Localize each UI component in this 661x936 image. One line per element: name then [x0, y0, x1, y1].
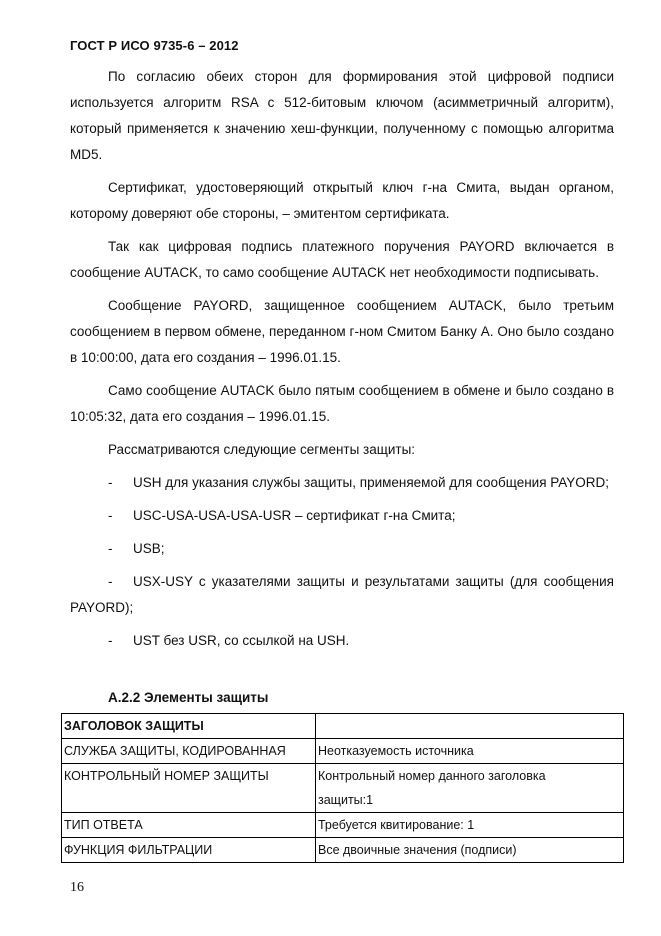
- table-cell-value: [316, 764, 624, 813]
- table-cell-value: Все двоичные значения (подписи): [316, 838, 624, 863]
- table-row: [62, 739, 624, 764]
- list-dash: -: [108, 574, 113, 589]
- paragraph-signature: Так как цифровая подпись платежного поручения PAYORD включается в сообщение AUTACK, то само сообщение AUTACK нет необходимости подписывать.: [70, 239, 614, 280]
- list-item: [70, 536, 614, 562]
- list-dash: -: [108, 508, 113, 523]
- section-heading: А.2.2 Элементы защиты: [108, 690, 269, 705]
- list-item-text: USC-USA-USA-USA-USR – сертификат г-на Смита;: [133, 508, 456, 523]
- security-elements-table: [61, 713, 624, 863]
- table-row: [62, 813, 624, 838]
- table-cell-name: ФУНКЦИЯ ФИЛЬТРАЦИИ: [62, 838, 316, 863]
- page-number: 16: [70, 880, 84, 895]
- body-text: [70, 64, 614, 661]
- table-cell-name: СЛУЖБА ЗАЩИТЫ, КОДИРОВАННАЯ: [62, 739, 316, 764]
- table-cell-name: ТИП ОТВЕТА: [62, 813, 316, 838]
- table-cell-value-line: защиты:1: [318, 793, 374, 807]
- paragraph-autack: Само сообщение AUTACK было пятым сообщением в обмене и было создано в 10:05:32, дата его создания – 1996.01.15.: [70, 383, 614, 424]
- document-header: ГОСТ Р ИСО 9735-6 – 2012: [70, 38, 239, 53]
- list-dash: -: [108, 541, 113, 556]
- list-item: [70, 503, 614, 529]
- table-row: [62, 838, 624, 863]
- table-cell-name: КОНТРОЛЬНЫЙ НОМЕР ЗАЩИТЫ: [62, 764, 316, 813]
- list-item: [70, 470, 614, 496]
- list-item-text: USB;: [133, 541, 165, 556]
- table-header-row: [62, 714, 624, 739]
- paragraph-certificate: Сертификат, удостоверяющий открытый ключ г-на Смита, выдан органом, которому доверяют обе стороны, – эмитентом сертификата.: [70, 180, 614, 221]
- paragraph-algorithm: По согласию обеих сторон для формирования этой цифровой подписи используется алгоритм RSA с 512-битовым ключом (асимметричный алгоритм), который применяется к значению хеш-функции, полученному с помощью алгоритма MD5.: [70, 69, 614, 162]
- list-item-text: UST без USR, со ссылкой на USH.: [133, 633, 350, 648]
- list-item: [70, 628, 614, 654]
- table-cell-value-line: Контрольный номер данного заголовка: [318, 769, 546, 783]
- paragraph-segments-intro: Рассматриваются следующие сегменты защиты:: [108, 442, 416, 457]
- paragraph-payord: Сообщение PAYORD, защищенное сообщением AUTACK, было третьим сообщением в первом обмене, переданном г-ном Смитом Банку А. Оно было создано в 10:00:00, дата его создания – 1996.01.15.: [70, 298, 614, 365]
- table-cell-value: Неотказуемость источника: [316, 739, 624, 764]
- table-row: [62, 764, 624, 813]
- table-header-empty-cell: [316, 714, 624, 739]
- list-item-text: USX-USY с указателями защиты и результатами защиты (для сообщения PAYORD);: [70, 574, 614, 615]
- list-dash: -: [108, 633, 113, 648]
- list-item-text: USH для указания службы защиты, применяемой для сообщения PAYORD;: [133, 475, 610, 490]
- list-dash: -: [108, 475, 113, 490]
- table-cell-value: Требуется квитирование: 1: [316, 813, 624, 838]
- list-item: [70, 569, 614, 621]
- table-header-cell: ЗАГОЛОВОК ЗАЩИТЫ: [62, 714, 316, 739]
